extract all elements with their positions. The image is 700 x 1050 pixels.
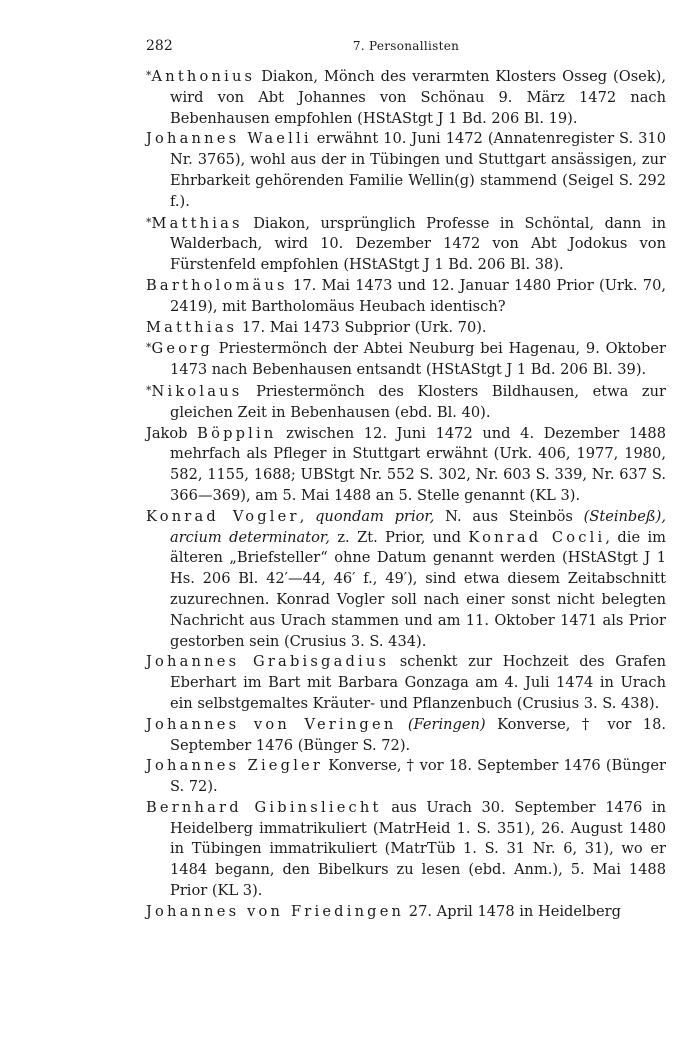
entry-text: Konverse, † vor 18. September 1476 (Bünger S. 72). xyxy=(170,715,667,754)
person-name: Anthonius xyxy=(151,68,256,85)
page-number: 282 xyxy=(146,38,173,54)
person-name: Johannes Grabisgadius xyxy=(146,653,390,671)
entry-text: aus Urach 30. September 1476 in Heidelberg immatrikuliert (MatrHeid 1. S. 351), 26. August 1480 in Tübingen immatrikuliert (MatrTüb 1. S. 31 Nr. 6, 31), wo er 1484 begann, den Bibelkurs zu lesen (ebd. Anm.), 5. Mai 1488 Prior (KL 3). xyxy=(170,798,666,900)
person-name: Matthias xyxy=(151,214,243,232)
entry-text: 17. Mai 1473 Subprior (Urk. 70). xyxy=(237,318,487,336)
entry-text: 17. Mai 1473 und 12. Januar 1480 Prior (Urk. 70, 2419), mit Bartholomäus Heubach identisch? xyxy=(170,276,666,315)
entry-text: zwischen 12. Juni 1472 und 4. Dezember 1488 mehrfach als Pfleger in Stuttgart erwähnt (Urk. 406, 1977, 1980, 582, 1155, 1688; UBStgt Nr. 552 S. 302, Nr. 603 S. 339, Nr. 637 S. 366—369), am 5. Mai 1488 an 5. Stelle genannt (KL 3). xyxy=(170,424,666,504)
register-entry xyxy=(146,276,666,318)
entry-text: Diakon, Mönch des verarmten Klosters Osseg (Osek), wird von Abt Johannes von Schönau 9. März 1472 nach Bebenhausen empfohlen (HStAStgt J 1 Bd. 206 Bl. 19). xyxy=(170,68,666,127)
register-entry xyxy=(146,129,666,212)
register-entry xyxy=(146,318,666,339)
entry-text: schenkt zur Hochzeit des Grafen Eberhart im Bart mit Barbara Gonzaga am 4. Juli 1474 in Urach ein selbstgemaltes Kräuter- und Pflanzenbuch (Crusius 3. S. 438). xyxy=(170,653,666,712)
entry-text: Jakob xyxy=(146,424,198,442)
register-entry xyxy=(146,798,666,902)
entry-text: z. Zt. Prior, und xyxy=(329,528,469,546)
asterisk-mark: * xyxy=(146,383,152,397)
italic-text: (Steinbeß), arcium determinator, xyxy=(170,507,666,546)
person-name: Bartholomäus xyxy=(146,276,288,294)
person-name: Konrad Cocli xyxy=(468,528,606,546)
entry-text: 27. April 1478 in Heidelberg xyxy=(404,902,621,920)
person-name: Böpplin xyxy=(197,424,277,442)
register-entry xyxy=(146,213,666,276)
person-name: Bernhard Gibinsliecht xyxy=(146,798,382,816)
register-entry xyxy=(146,66,666,129)
person-name: Nikolaus xyxy=(151,382,243,400)
entry-text xyxy=(396,716,407,733)
register-entry xyxy=(146,715,666,757)
register-entry xyxy=(146,507,666,653)
asterisk-mark: * xyxy=(146,341,152,355)
italic-text: (Feringen) xyxy=(407,715,486,733)
entry-text: Konverse, † vor 18. September 1476 (Bünger S. 72). xyxy=(170,757,666,796)
register-entry xyxy=(146,381,666,424)
register-entry xyxy=(146,756,666,798)
entry-text: N. aus Steinbös xyxy=(434,507,584,525)
asterisk-mark: * xyxy=(146,69,152,82)
register-entry xyxy=(146,424,666,507)
entry-text: Diakon, ursprünglich Professe in Schöntal, dann in Walderbach, wird 10. Dezember 1472 von Abt Jodokus von Fürstenfeld empfohlen (HStAStgt J 1 Bd. 206 Bl. 38). xyxy=(170,214,666,274)
register-entry xyxy=(146,902,666,923)
register-entry xyxy=(146,338,666,381)
italic-text: quondam prior, xyxy=(315,507,435,525)
entry-text: , xyxy=(299,507,316,525)
entry-list xyxy=(146,66,666,923)
entry-text: , die im älteren „Briefsteller“ ohne Datum genannt werden (HStAStgt J 1 Hs. 206 Bl. 42′—44, 46′ f., 49′), sind etwa diesem Zeitabschnitt zuzurechnen. Konrad Vogler soll nach einer sonst nicht belegten Nachricht aus Urach stammen und am 11. Oktober 1471 als Prior gestorben sein (Crusius 3. S. 434). xyxy=(170,528,666,650)
page-header xyxy=(146,38,666,58)
entry-text: Priestermönch der Abtei Neuburg bei Hagenau, 9. Oktober 1473 nach Bebenhausen entsandt (HStAStgt J 1 Bd. 206 Bl. 39). xyxy=(170,340,666,379)
asterisk-mark: * xyxy=(146,215,152,229)
running-title: 7. Personallisten xyxy=(352,39,460,53)
person-name: Johannes Ziegler xyxy=(146,757,324,775)
person-name: Johannes von Veringen xyxy=(146,715,397,733)
entry-text: erwähnt 10. Juni 1472 (Annatenregister S. 310 Nr. 3765), wohl aus der in Tübingen und Stuttgart ansässigen, zur Ehrbarkeit gehörenden Familie Wellin(g) stammend (Seigel S. 292 f.). xyxy=(170,130,667,210)
person-name: Georg xyxy=(151,340,213,358)
person-name: Johannes von Friedingen xyxy=(146,902,405,920)
person-name: Konrad Vogler xyxy=(146,507,300,525)
person-name: Matthias xyxy=(146,318,238,336)
entry-text: Priestermönch des Klosters Bildhausen, etwa zur gleichen Zeit in Bebenhausen (ebd. Bl. 40). xyxy=(170,382,666,421)
register-entry xyxy=(146,652,666,714)
person-name: Johannes Waelli xyxy=(146,130,312,148)
